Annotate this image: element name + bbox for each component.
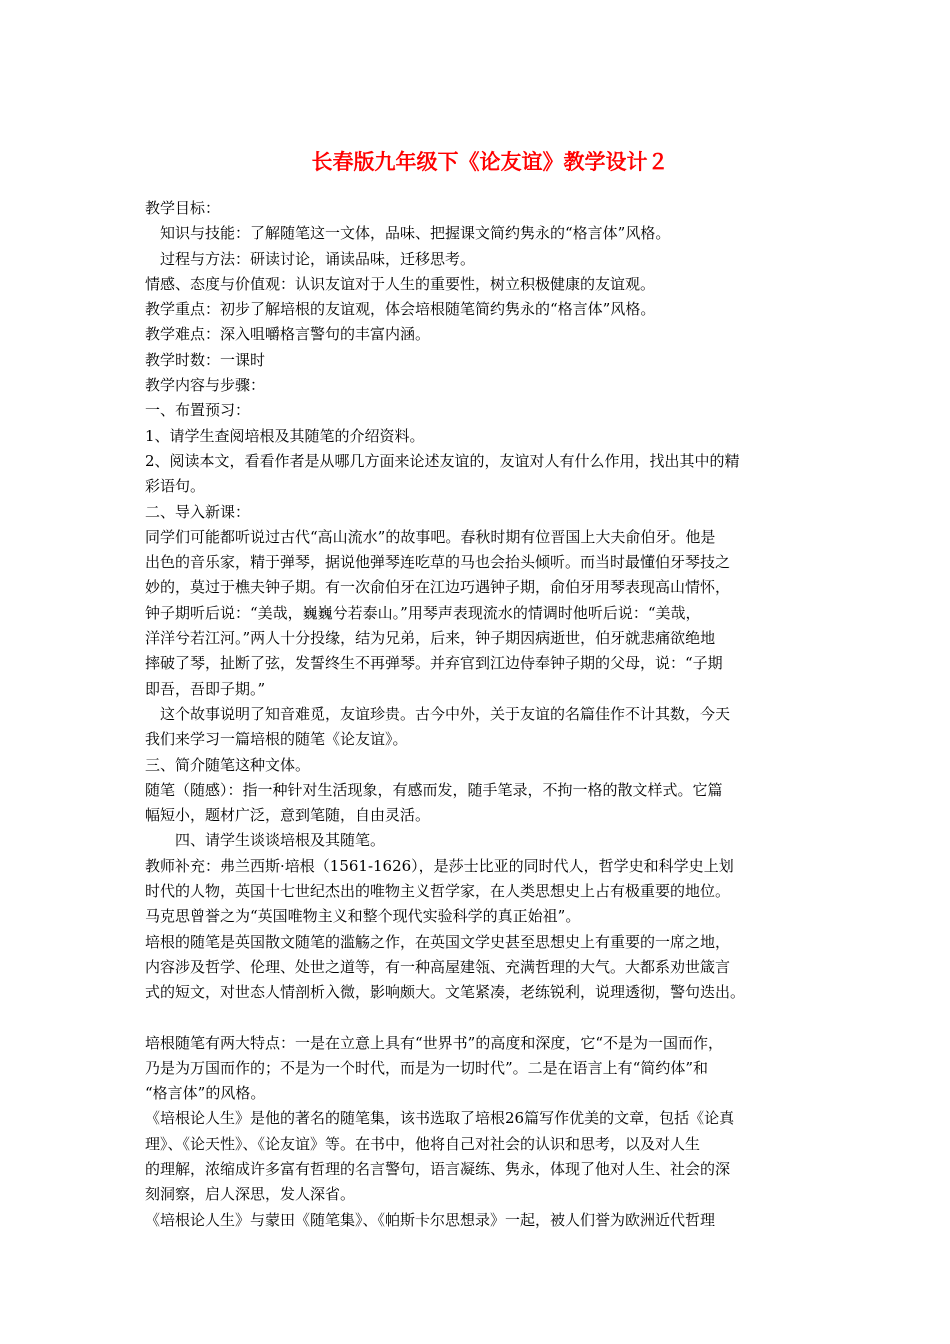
text-line: 即吾，吾即子期。” [145, 679, 266, 698]
text-line: 培根随笔有两大特点：一是在立意上具有“世界书”的高度和深度，它“不是为一国而作， [145, 1033, 724, 1052]
text-line: 妙的，莫过于樵夫钟子期。有一次俞伯牙在江边巧遇钟子期，俞伯牙用琴表现高山情怀， [145, 578, 731, 597]
text-line: 一、布置预习： [145, 401, 251, 420]
text-line: 时代的人物，英国十七世纪杰出的唯物主义哲学家，在人类思想史上占有极重要的地位。 [145, 882, 731, 901]
text-line: 刻洞察，启人深思，发人深省。 [145, 1185, 356, 1204]
text-line: 三、简介随笔这种文体。 [145, 755, 311, 774]
text-line: 同学们可能都听说过古代“高山流水”的故事吧。春秋时期有位晋国上大夫俞伯牙。他是 [145, 527, 716, 546]
text-line: 幅短小，题材广泛，意到笔随，自由灵活。 [145, 806, 431, 825]
text-line: 教学难点：深入咀嚼格言警句的丰富内涵。 [145, 325, 431, 344]
text-line: 洋洋兮若江河。”两人十分投缘，结为兄弟，后来，钟子期因病逝世，伯牙就悲痛欲绝地 [145, 629, 716, 648]
text-line: 1、请学生查阅培根及其随笔的介绍资料。 [145, 426, 425, 445]
text-line: 培根的随笔是英国散文随笔的滥觞之作，在英国文学史甚至思想史上有重要的一席之地， [145, 932, 731, 951]
text-line: 内容涉及哲学、伦理、处世之道等，有一种高屋建瓴、充满哲理的大气。大都系劝世箴言 [145, 957, 731, 976]
text-line: 情感、态度与价值观：认识友谊对于人生的重要性，树立积极健康的友谊观。 [145, 274, 656, 293]
text-line: 教学目标： [145, 199, 221, 217]
text-line: 二、导入新课： [145, 502, 251, 521]
text-line: 理》、《论天性》、《论友谊》等。在书中，他将自己对社会的认识和思考，以及对人生 [145, 1134, 701, 1153]
text-line: 四、请学生谈谈培根及其随笔。 [145, 831, 386, 850]
text-line: 《培根论人生》是他的著名的随笔集，该书选取了培根26篇写作优美的文章，包括《论真 [145, 1109, 735, 1128]
text-line: 2、阅读本文，看看作者是从哪几方面来论述友谊的，友谊对人有什么作用，找出其中的精 [145, 451, 740, 470]
text-line: 随笔（随感）：指一种针对生活现象，有感而发，随手笔录，不拘一格的散文样式。它篇 [145, 780, 723, 799]
text-line: 《培根论人生》与蒙田《随笔集》、《帕斯卡尔思想录》一起，被人们誉为欧洲近代哲理 [145, 1210, 716, 1229]
text-line: 出色的音乐家，精于弹琴，据说他弹琴连吃草的马也会抬头倾听。而当时最懂伯牙琴技之 [145, 553, 731, 572]
text-line: 我们来学习一篇培根的随笔《论友谊》。 [145, 730, 408, 749]
text-line: 教学重点：初步了解培根的友谊观，体会培根随笔简约隽永的“格言体”风格。 [145, 300, 656, 319]
text-line: 式的短文，对世态人情剖析入微，影响颇大。文笔紧凑，老练锐利，说理透彻，警句迭出。 [145, 983, 746, 1002]
paragraph-gap [145, 1006, 825, 1031]
text-line: 教师补充：弗兰西斯·培根（1561-1626），是莎士比亚的同时代人，哲学史和科学史上划 [145, 856, 734, 875]
document-body [145, 196, 825, 1233]
text-line: 摔破了琴，扯断了弦，发誓终生不再弹琴。并弃官到江边侍奉钟子期的父母，说：“子期 [145, 654, 723, 673]
text-line: 钟子期听后说：“美哉，巍巍兮若泰山。”用琴声表现流水的情调时他听后说：“美哉， [145, 603, 701, 622]
document-title: 长春版九年级下《论友谊》教学设计２ [311, 149, 669, 174]
text-line: 的理解，浓缩成许多富有哲理的名言警句，语言凝练、隽永，体现了他对人生、社会的深 [145, 1159, 731, 1178]
text-line: 过程与方法：研读讨论，诵读品味，迁移思考。 [145, 249, 476, 268]
text-line: 知识与技能：了解随笔这一文体，品味、把握课文简约隽永的“格言体”风格。 [145, 224, 671, 243]
text-line: 这个故事说明了知音难觅，友谊珍贵。古今中外，关于友谊的名篇佳作不计其数，今天 [145, 704, 731, 723]
text-line: 教学时数：一课时 [145, 350, 266, 369]
text-line: 马克思曾誉之为“英国唯物主义和整个现代实验科学的真正始祖”。 [145, 907, 581, 926]
text-line: 乃是为万国而作的；不是为一个时代，而是为一切时代”。二是在语言上有“简约体”和 [145, 1058, 709, 1077]
text-line: 彩语句。 [145, 477, 206, 496]
text-line: “格言体”的风格。 [145, 1084, 266, 1103]
document-page [145, 148, 825, 1233]
text-line: 教学内容与步骤： [145, 376, 266, 395]
